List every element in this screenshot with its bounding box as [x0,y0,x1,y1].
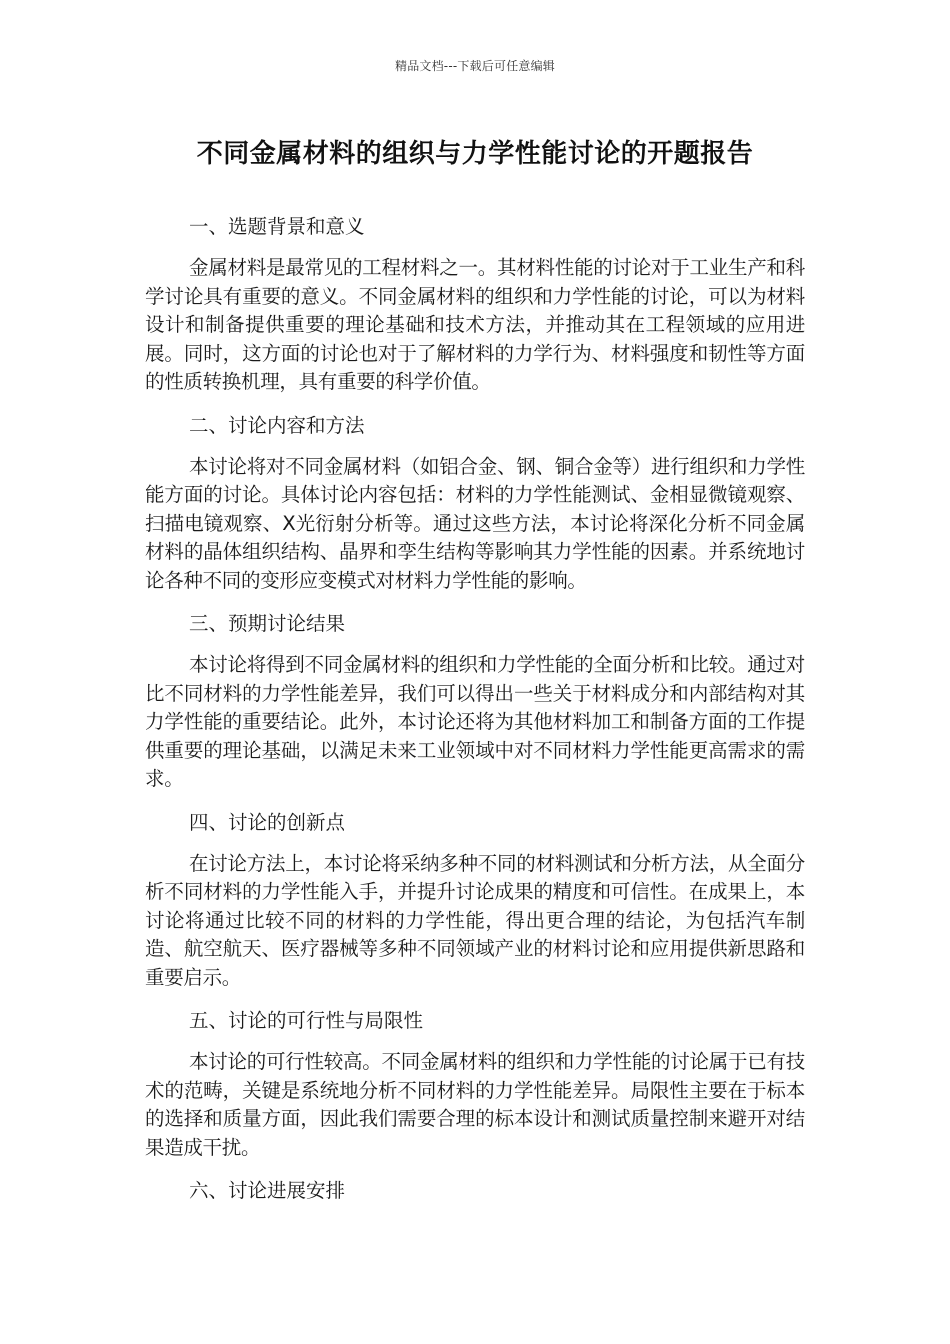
section-paragraph-innovation: 在讨论方法上，本讨论将采纳多种不同的材料测试和分析方法，从全面分析不同材料的力学性能入手，并提升讨论成果的精度和可信性。在成果上，本讨论将通过比较不同的材料的力学性能，得出更合理的结论，为包括汽车制造、航空航天、医疗器械等多种不同领域产业的材料讨论和应用提供新思路和重要启示。 [145,851,805,989]
section-heading-expected-results: 三、预期讨论结果 [189,612,346,635]
document-title: 不同金属材料的组织与力学性能讨论的开题报告 [196,139,754,169]
section-heading-innovation: 四、讨论的创新点 [189,810,346,834]
section-paragraph-feasibility: 本讨论的可行性较高。不同金属材料的组织和力学性能的讨论属于已有技术的范畴，关键是系统地分析不同材料的力学性能差异。局限性主要在于标本的选择和质量方面，因此我们需要合理的标本设计和测试质量控制来避开对结果造成干扰。 [145,1050,805,1159]
section-heading-feasibility: 五、讨论的可行性与局限性 [189,1009,424,1032]
header-watermark: 精品文档---下载后可任意编辑 [395,59,555,73]
section-heading-background: 一、选题背景和意义 [189,215,365,238]
section-paragraph-background: 金属材料是最常见的工程材料之一。其材料性能的讨论对于工业生产和科学讨论具有重要的意义。不同金属材料的组织和力学性能的讨论，可以为材料设计和制备提供重要的理论基础和技术方法，并推动其在工程领域的应用进展。同时，这方面的讨论也对于了解材料的力学行为、材料强度和韧性等方面的性质转换机理，具有重要的科学价值。 [145,256,805,393]
section-heading-content-methods: 二、讨论内容和方法 [189,413,365,437]
section-paragraph-content-methods: 本讨论将对不同金属材料（如铝合金、钢、铜合金等）进行组织和力学性能方面的讨论。具体讨论内容包括：材料的力学性能测试、金相显微镜观察、扫描电镜观察、X光衍射分析等。通过这些方法，本讨论将深化分析不同金属材料的晶体组织结构、晶界和孪生结构等影响其力学性能的因素。并系统地讨论各种不同的变形应变模式对材料力学性能的影响。 [145,454,805,592]
section-heading-schedule: 六、讨论进展安排 [189,1179,346,1202]
section-paragraph-expected-results: 本讨论将得到不同金属材料的组织和力学性能的全面分析和比较。通过对比不同材料的力学性能差异，我们可以得出一些关于材料成分和内部结构对其力学性能的重要结论。此外，本讨论还将为其他材料加工和制备方面的工作提供重要的理论基础，以满足未来工业领域中对不同材料力学性能更高需求的需求。 [145,653,805,790]
document-body [145,212,805,1218]
